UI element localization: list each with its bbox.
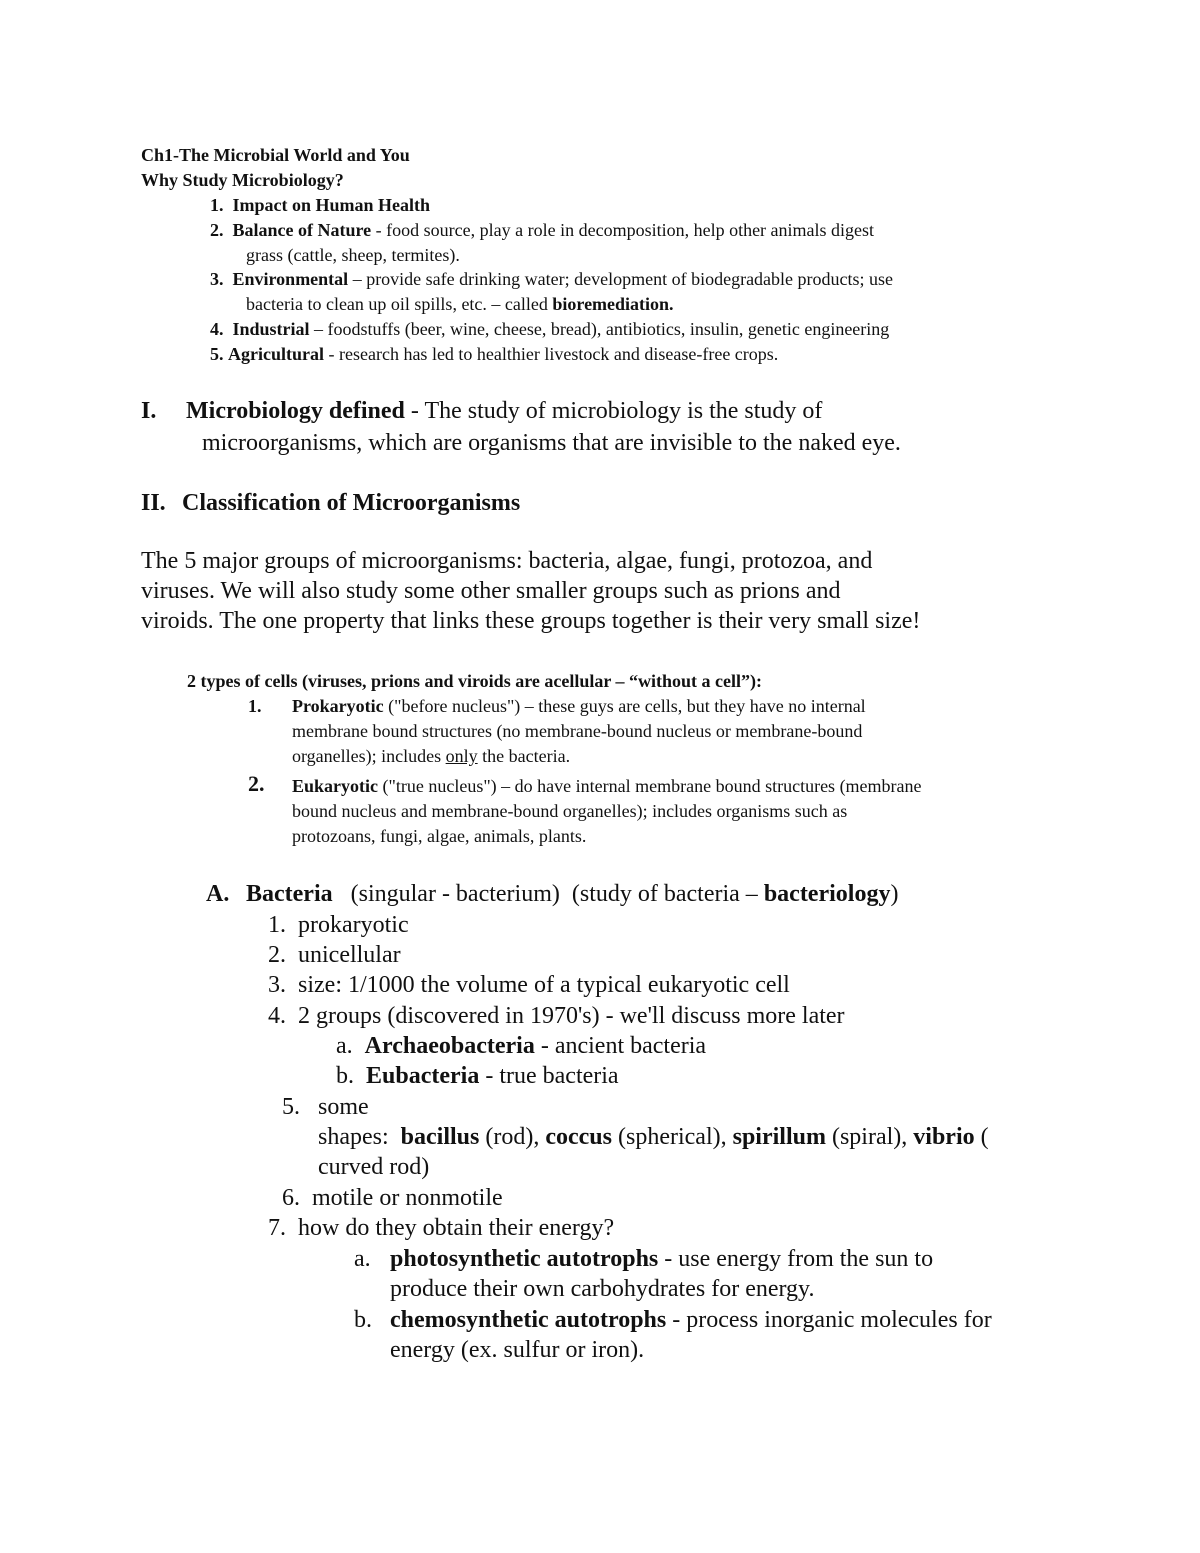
- cell-type-2-line-1: Eukaryotic ("true nucleus") – do have internal membrane bound structures (membrane: [292, 776, 922, 796]
- groups-para-line-2: viruses. We will also study some other smaller groups such as prions and: [141, 578, 841, 604]
- energy-b-line-2: energy (ex. sulfur or iron).: [390, 1337, 645, 1363]
- energy-b-line-1: chemosynthetic autotrophs - process inorganic molecules for: [390, 1307, 992, 1333]
- why-item-5: 5. Agricultural - research has led to healthier livestock and disease-free crops.: [210, 344, 779, 364]
- document-title: Ch1-The Microbial World and You: [141, 145, 410, 165]
- energy-b-letter: b.: [354, 1307, 372, 1333]
- bacteria-item-5-line-1: some: [318, 1094, 369, 1120]
- eubacteria-term: Eubacteria: [366, 1063, 480, 1089]
- prokaryotic-term: Prokaryotic: [292, 696, 384, 716]
- bioremediation-term: bioremediation.: [552, 294, 674, 314]
- bacteria-letter: A.: [206, 881, 230, 907]
- photosynthetic-term: photosynthetic autotrophs: [390, 1246, 659, 1272]
- bacteriology-term: bacteriology: [763, 881, 891, 907]
- section-2-num: II.: [141, 490, 166, 516]
- bacteria-item-5-line-2: shapes: bacillus (rod), coccus (spherical), spirillum (spiral), vibrio (: [318, 1124, 989, 1150]
- section-1-term: Microbiology defined: [186, 398, 405, 424]
- why-item-2: 2. Balance of Nature - food source, play a role in decomposition, help other animals digest: [210, 220, 875, 240]
- cell-type-1-line-2: membrane bound structures (no membrane-bound nucleus or membrane-bound: [292, 721, 863, 741]
- only-underlined: only: [445, 746, 478, 766]
- subgroup-a: a. Archaeobacteria - ancient bacteria: [336, 1033, 707, 1059]
- bacteria-item-3: 3. size: 1/1000 the volume of a typical eukaryotic cell: [268, 972, 790, 998]
- why-item-3-cont: bacteria to clean up oil spills, etc. – called bioremediation.: [246, 294, 674, 314]
- why-item-term: Environmental: [232, 269, 349, 289]
- bacteria-item-6: 6. motile or nonmotile: [282, 1185, 503, 1211]
- groups-para-line-3: viroids. The one property that links these groups together is their very small size!: [141, 608, 921, 634]
- energy-a-line-1: photosynthetic autotrophs - use energy from the sun to: [390, 1246, 934, 1272]
- spirillum-term: spirillum: [732, 1124, 826, 1150]
- bacteria-item-7: 7. how do they obtain their energy?: [268, 1215, 615, 1241]
- section-2-heading: Classification of Microorganisms: [182, 490, 521, 516]
- why-item-term: Balance of Nature: [232, 220, 372, 240]
- groups-para-line-1: The 5 major groups of microorganisms: bacteria, algae, fungi, protozoa, and: [141, 548, 873, 574]
- bacteria-item-5-num: 5.: [282, 1094, 300, 1120]
- why-item-2-cont: grass (cattle, sheep, termites).: [246, 245, 460, 265]
- why-item-3: 3. Environmental – provide safe drinking water; development of biodegradable products; use: [210, 269, 894, 289]
- cell-type-2-num: 2.: [248, 771, 265, 796]
- archaeobacteria-term: Archaeobacteria: [364, 1033, 535, 1059]
- cell-type-2-line-2: bound nucleus and membrane-bound organelles); includes organisms such as: [292, 801, 848, 821]
- why-item-1: 1. Impact on Human Health: [210, 195, 431, 215]
- section-1-heading: I.: [141, 398, 157, 424]
- cell-type-1-line-1: Prokaryotic ("before nucleus") – these guys are cells, but they have no internal: [292, 696, 866, 716]
- why-item-term: Impact on Human Health: [232, 195, 431, 215]
- why-item-term: Agricultural: [228, 344, 324, 364]
- energy-a-letter: a.: [354, 1246, 371, 1272]
- why-item-4: 4. Industrial – foodstuffs (beer, wine, cheese, bread), antibiotics, insulin, genetic engineering: [210, 319, 890, 339]
- coccus-term: coccus: [545, 1124, 612, 1150]
- bacteria-heading: Bacteria (singular - bacterium) (study of bacteria – bacteriology): [246, 881, 899, 907]
- document-subtitle: Why Study Microbiology?: [141, 170, 344, 190]
- cell-type-1-line-3: organelles); includes only the bacteria.: [292, 746, 571, 766]
- energy-a-line-2: produce their own carbohydrates for energy.: [390, 1276, 815, 1302]
- section-1-line-2: microorganisms, which are organisms that are invisible to the naked eye.: [202, 430, 901, 456]
- cell-type-1-num: 1.: [248, 696, 262, 716]
- bacteria-item-2: 2. unicellular: [268, 942, 401, 968]
- eukaryotic-term: Eukaryotic: [292, 776, 379, 796]
- bacteria-item-1: 1. prokaryotic: [268, 912, 409, 938]
- bacteria-term: Bacteria: [246, 881, 333, 907]
- why-item-term: Industrial: [232, 319, 310, 339]
- cells-heading: 2 types of cells (viruses, prions and viroids are acellular – “without a cell”):: [187, 671, 762, 691]
- bacteria-item-4: 4. 2 groups (discovered in 1970's) - we'll discuss more later: [268, 1003, 845, 1029]
- chemosynthetic-term: chemosynthetic autotrophs: [390, 1307, 667, 1333]
- bacteria-item-5-line-3: curved rod): [318, 1154, 430, 1180]
- bacillus-term: bacillus: [400, 1124, 480, 1150]
- subgroup-b: b. Eubacteria - true bacteria: [336, 1063, 619, 1089]
- cell-type-2-line-3: protozoans, fungi, algae, animals, plants.: [292, 826, 587, 846]
- vibrio-term: vibrio: [913, 1124, 975, 1150]
- section-1-line-1: Microbiology defined - The study of microbiology is the study of: [186, 398, 823, 424]
